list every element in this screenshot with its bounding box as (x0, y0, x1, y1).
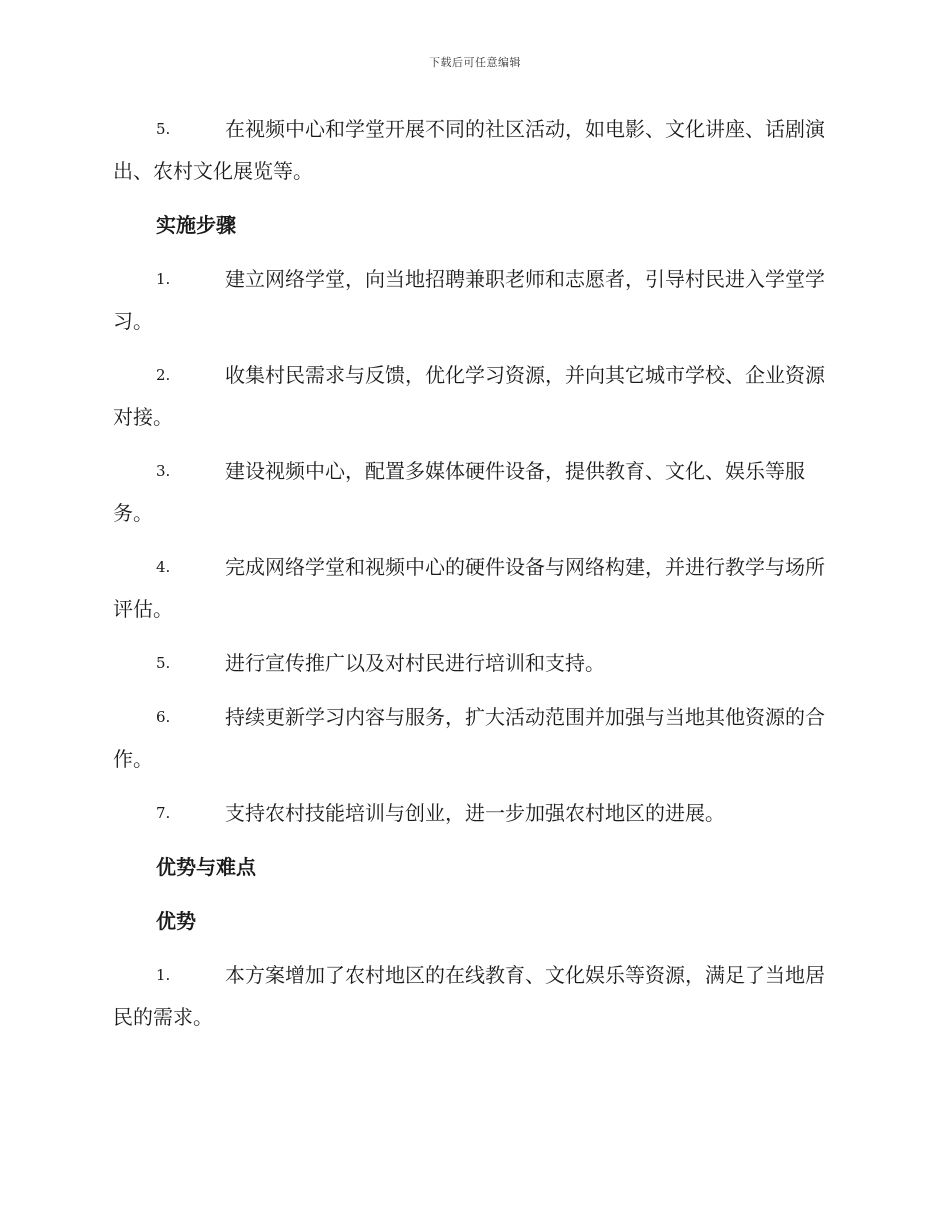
list-number: 7. (156, 804, 171, 822)
header-note: 下载后可任意编辑 (429, 56, 521, 69)
list-text: 建设视频中心，配置多媒体硬件设备，提供教育、文化、娱乐等服务。 (113, 459, 805, 525)
list-text: 持续更新学习内容与服务，扩大活动范围并加强与当地其他资源的合作。 (113, 705, 825, 771)
list-item (113, 108, 835, 192)
list-text: 建立网络学堂，向当地招聘兼职老师和志愿者，引导村民进入学堂学习。 (113, 267, 825, 333)
list-number: 4. (156, 558, 171, 576)
section-heading-advantages: 优势 (156, 909, 196, 933)
list-text: 本方案增加了农村地区的在线教育、文化娱乐等资源，满足了当地居民的需求。 (113, 963, 825, 1029)
list-item (113, 696, 835, 780)
section-heading-implementation-steps: 实施步骤 (156, 213, 236, 237)
list-item (113, 954, 835, 1038)
list-number: 1. (156, 966, 171, 984)
list-number: 1. (156, 270, 171, 288)
document-body (113, 108, 835, 1050)
list-text: 完成网络学堂和视频中心的硬件设备与网络构建，并进行教学与场所评估。 (113, 555, 825, 621)
list-item (113, 450, 835, 534)
list-text: 进行宣传推广以及对村民进行培训和支持。 (225, 651, 605, 675)
list-number: 6. (156, 708, 171, 726)
list-item (113, 258, 835, 342)
list-text: 支持农村技能培训与创业，进一步加强农村地区的进展。 (225, 801, 725, 825)
list-number: 3. (156, 462, 171, 480)
list-text: 在视频中心和学堂开展不同的社区活动，如电影、文化讲座、话剧演出、农村文化展览等。 (113, 117, 825, 183)
list-text: 收集村民需求与反馈，优化学习资源，并向其它城市学校、企业资源对接。 (113, 363, 825, 429)
list-number: 5. (156, 120, 171, 138)
list-item (113, 642, 835, 684)
list-item (113, 354, 835, 438)
section-heading-advantages-difficulties: 优势与难点 (156, 855, 256, 879)
list-item (113, 546, 835, 630)
list-number: 5. (156, 654, 171, 672)
list-item (113, 792, 835, 834)
list-number: 2. (156, 366, 171, 384)
